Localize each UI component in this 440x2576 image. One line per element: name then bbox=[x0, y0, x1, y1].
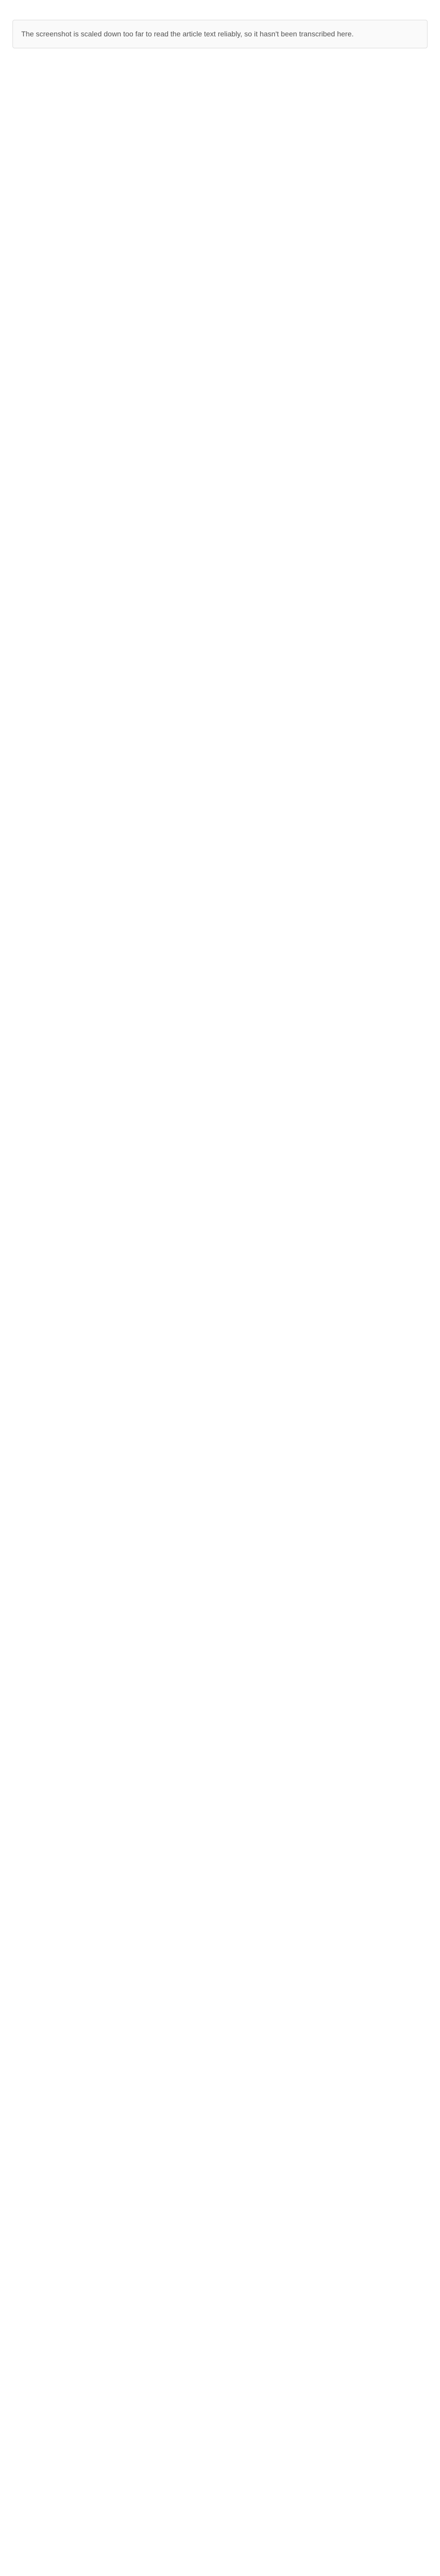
article bbox=[12, 20, 428, 48]
transcription-notice: The screenshot is scaled down too far to read the article text reliably, so it hasn't been transcribed here. bbox=[12, 20, 428, 48]
